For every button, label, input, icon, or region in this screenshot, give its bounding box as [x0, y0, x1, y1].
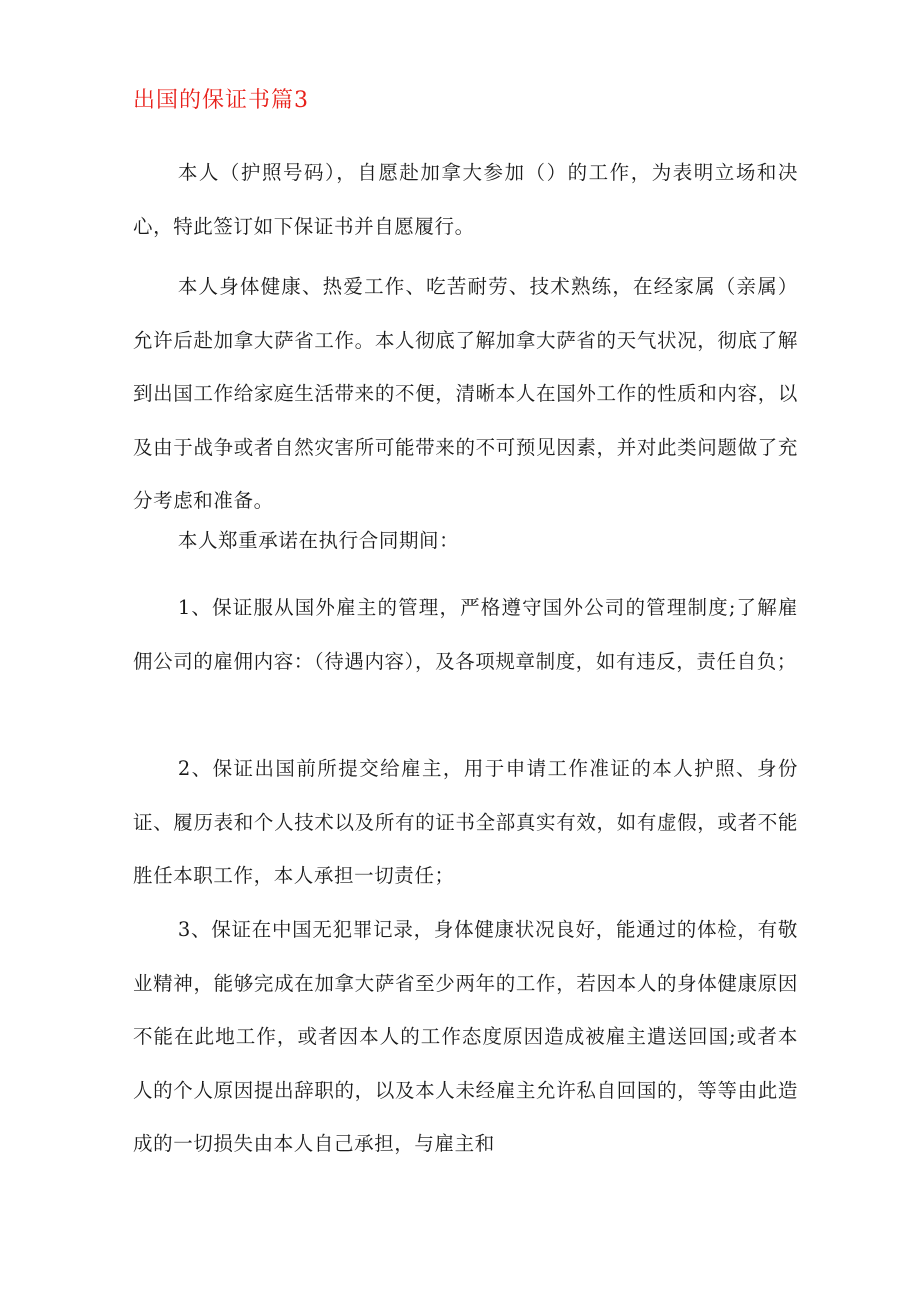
paragraph-item-2: 2、保证出国前所提交给雇主，用于申请工作准证的本人护照、身份证、履历表和个人技术以及所有的证书全部真实有效，如有虚假，或者不能胜任本职工作，本人承担一切责任；	[133, 757, 798, 887]
document-title: 出国的保证书篇3	[133, 88, 309, 113]
paragraph-item-3: 3、保证在中国无犯罪记录，身体健康状况良好，能通过的体检，有敬业精神，能够完成在加拿大萨省至少两年的工作，若因本人的身体健康原因不能在此地工作，或者因本人的工作态度原因造成被雇主遣送回国;或者本人的个人原因提出辞职的，以及本人未经雇主允许私自回国的，等等由此造成的一切损失由本人自己承担，与雇主和	[133, 918, 798, 1155]
paragraph-health-statement: 本人身体健康、热爱工作、吃苦耐劳、技术熟练，在经家属（亲属）允许后赴加拿大萨省工作。本人彻底了解加拿大萨省的天气状况，彻底了解到出国工作给家庭生活带来的不便，清晰本人在国外工作的性质和内容，以及由于战争或者自然灾害所可能带来的不可预见因素，并对此类问题做了充分考虑和准备。	[133, 275, 798, 512]
paragraph-item-1: 1、保证服从国外雇主的管理，严格遵守国外公司的管理制度;了解雇佣公司的雇佣内容：（待遇内容），及各项规章制度，如有违反，责任自负；	[133, 596, 798, 673]
paragraph-intro: 本人（护照号码），自愿赴加拿大参加（）的工作，为表明立场和决心，特此签订如下保证书并自愿履行。	[133, 161, 798, 238]
paragraph-commitment: 本人郑重承诺在执行合同期间：	[177, 529, 460, 552]
